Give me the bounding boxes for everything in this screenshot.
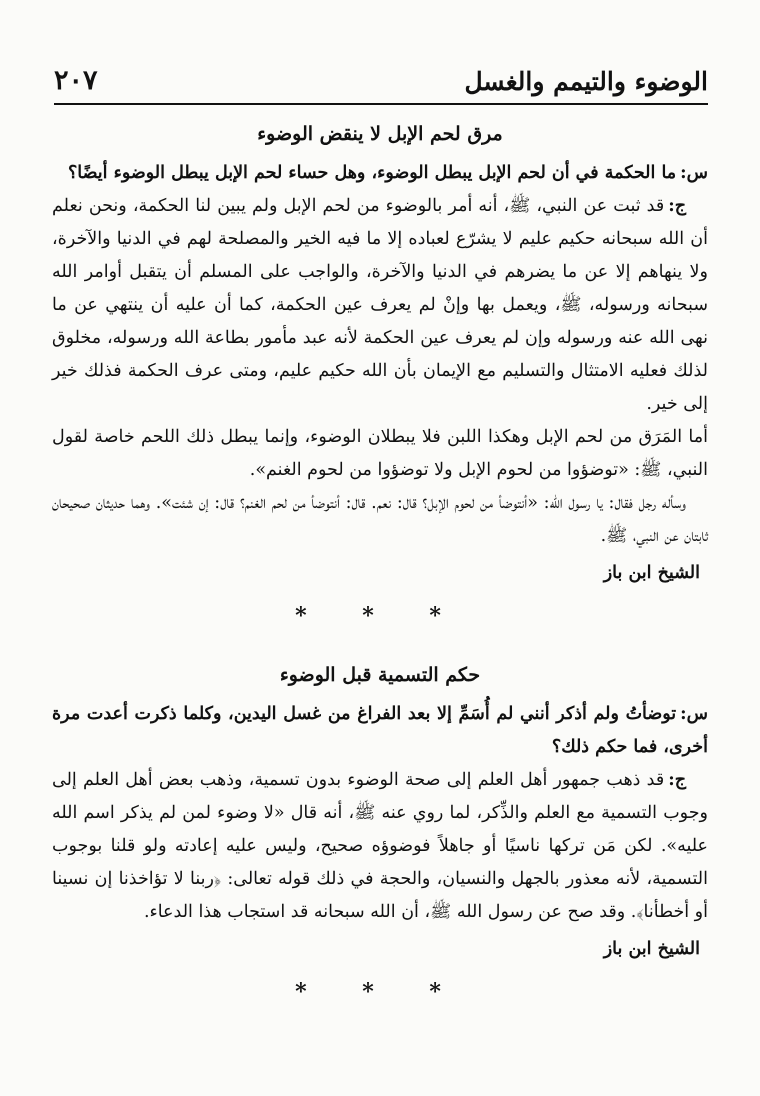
fatwa-section [52,659,708,966]
section-title: مرق لحم الإبل لا ينقض الوضوء [257,123,503,145]
header-rule [54,103,708,105]
section-separator: * * * [295,979,465,1005]
answer-paragraph [52,764,708,929]
question-marker: س: [680,163,708,183]
signature: الشيخ ابن باز [603,563,700,583]
answer-text: قد ثبت عن النبي، ﷺ، أنه أمر بالوضوء من لحم الإبل ولم يبين لنا الحكمة، ونحن نعلم أن الله سبحانه حكيم عليم لا يشرّع لعباده إلا ما فيه الخير والمصلحة لهم في الدنيا والآخرة، ولا ينهاهم إلا عن ما يضرهم في الدنيا والآخرة، والواجب على المسلم أن يتقبل أوامر الله سبحانه ورسوله، ﷺ، ويعمل بها وإنْ لم يعرف عين الحكمة، كما أن عليه أن ينتهي عن ما نهى الله عنه ورسوله وإن لم يعرف عين الحكمة لأنه عبد مأمور بطاعة الله ورسوله، مخلوق لذلك فعليه الامتثال والتسليم مع الإيمان بأن الله حكيم عليم، ومتى عرف الحكمة فذلك خير إلى خير. [52,196,708,414]
page-body [52,116,708,1017]
chapter-title: الوضوء والتيمم والغسل [464,67,708,96]
section-separator: * * * [295,603,465,629]
question-text: توضأتُ ولم أذكر أنني لم أُسَمِّ إلا بعد الفراغ من غسل اليدين، وكلما ذكرت أعدت مرة أخرى، فما حكم ذلك؟ [52,704,708,757]
answer-paragraph [52,190,708,421]
question-paragraph [52,157,708,190]
answer-marker: ج: [668,196,686,216]
fatwa-section [52,118,708,590]
section-title: حكم التسمية قبل الوضوء [279,664,481,686]
page-number: ٢٠٧ [54,65,98,96]
answer-text: قد ذهب جمهور أهل العلم إلى صحة الوضوء بدون تسمية، وذهب بعض أهل العلم إلى وجوب التسمية مع العلم والذِّكر، لما روي عنه ﷺ، أنه قال «لا وضوء لمن لم يذكر اسم الله عليه». لكن مَن تركها ناسيًا أو جاهلاً فوضوؤه صحيح، وليس عليه إعادته ولو قلنا بوجوب التسمية، لأنه معذور بالجهل والنسيان، والحجة في ذلك قوله تعالى: ﴿ربنا لا تؤاخذنا إن نسينا أو أخطأنا﴾. وقد صح عن رسول الله ﷺ، أن الله سبحانه قد استجاب هذا الدعاء. [52,770,708,922]
answer-paragraph: أما المَرَق من لحم الإبل وهكذا اللبن فلا يبطلان الوضوء، وإنما يبطل ذلك اللحم خاصة لقول النبي، ﷺ: «توضؤوا من لحوم الإبل ولا توضؤوا من لحوم الغنم». [52,427,708,480]
question-paragraph [52,698,708,764]
answer-paragraph: وسأله رجل فقال: يا رسول الله: «أنتوضأ من لحوم الإبل؟ قال: نعم. قال: أنتوضأ من لحم الغنم؟ قال: إن شئت». وهما حديثان صحيحان ثابتان عن النبي، ﷺ. [52,493,708,546]
signature: الشيخ ابن باز [603,939,700,959]
running-header [54,60,708,102]
answer-marker: ج: [668,770,686,790]
question-text: ما الحكمة في أن لحم الإبل يبطل الوضوء، وهل حساء لحم الإبل يبطل الوضوء أيضًا؟ [68,163,677,183]
question-marker: س: [680,704,708,724]
